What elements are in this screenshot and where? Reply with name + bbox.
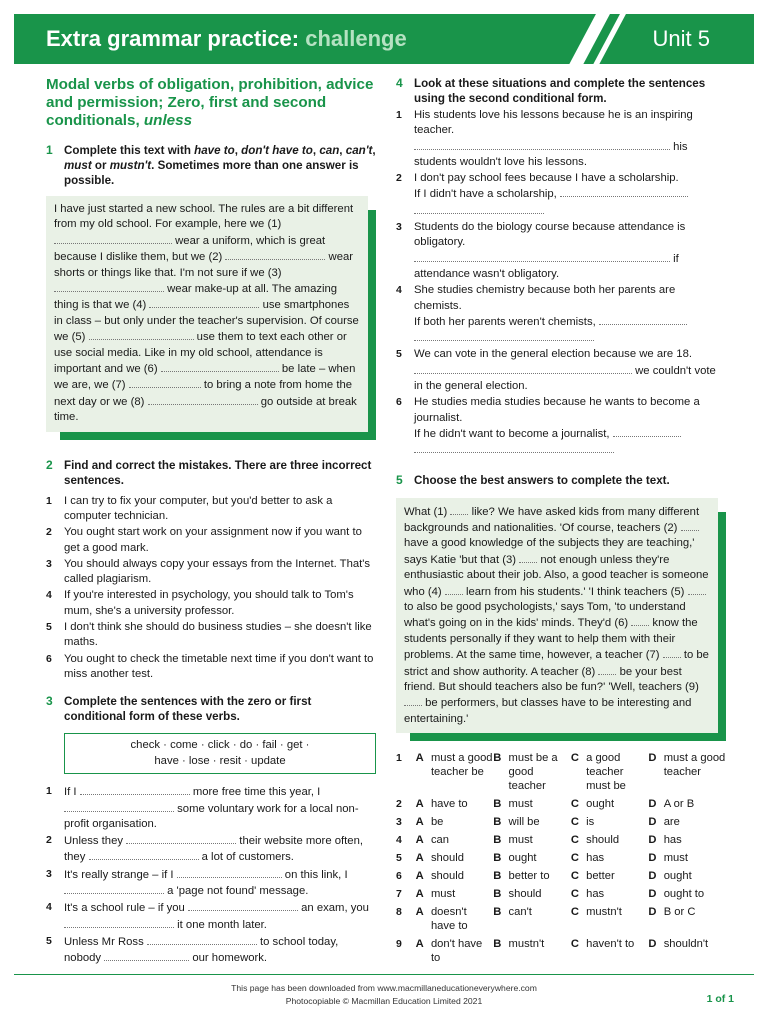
answer-option-letter: A: [415, 834, 424, 847]
gap-input-5[interactable]: [688, 584, 706, 595]
section-title-text: Modal verbs of obligation, prohibition, advice and permission; Zero, first and second conditionals,: [46, 76, 374, 129]
ex5-text-part: like? We have asked kids from many different backgrounds and nationalities. 'Of course, teachers (2): [404, 505, 700, 534]
answer-option-letter: C: [570, 752, 579, 765]
exercise-3-number: 3: [46, 694, 53, 709]
answer-option-c[interactable]: should: [586, 834, 620, 847]
answer-option-b[interactable]: must: [508, 834, 533, 847]
gap-input-5[interactable]: [89, 329, 194, 340]
answer-option-b[interactable]: ought: [508, 852, 537, 865]
answer-question-number: 4: [396, 834, 402, 847]
list-item: [46, 652, 376, 683]
item-text: You ought to check the timetable next time if you don't want to miss another test.: [64, 652, 374, 680]
ex5-text-part: to be strict and show authority. A teacher (8): [404, 649, 709, 678]
answer-option-a[interactable]: doesn't have to: [430, 906, 468, 933]
item-text: I don't pay school fees because I have a scholarship.: [414, 172, 679, 185]
gap-input[interactable]: [414, 251, 670, 262]
gap-input-3[interactable]: [54, 281, 164, 292]
word-box: [64, 733, 376, 774]
list-item: [46, 833, 376, 866]
gap-input-2[interactable]: [681, 520, 699, 531]
answer-option-letter: C: [570, 798, 579, 811]
answer-option-letter: B: [493, 870, 502, 883]
item-number: 4: [46, 901, 52, 914]
footer-download-note: This page has been downloaded from www.macmillaneducationeverywhere.com: [231, 983, 537, 993]
item-text: their website more often, they: [64, 835, 364, 864]
answer-row: [396, 797, 726, 815]
gap-input-8[interactable]: [598, 664, 616, 675]
page-header: [14, 14, 754, 64]
answer-option-letter: B: [493, 834, 502, 847]
ex1-instr-part: . Sometimes more than one answer is possible.: [64, 159, 359, 187]
ex1-text-part: wear shorts or things like that. I'm not sure if we (3): [54, 251, 354, 279]
list-item: [396, 108, 726, 170]
exercise-1-number: 1: [46, 143, 53, 157]
footer-divider: [14, 974, 754, 975]
ex1-instr-part: ,: [339, 144, 346, 157]
exercise-4-list: [396, 108, 726, 459]
item-text: if attendance wasn't obligatory.: [414, 252, 679, 280]
answer-option-letter: D: [648, 834, 657, 847]
gap-input-1[interactable]: [450, 504, 468, 515]
answer-option-d[interactable]: ought to: [663, 888, 705, 901]
left-column: [46, 76, 376, 968]
gap-input-4[interactable]: [445, 584, 463, 595]
answer-option-letter: C: [570, 938, 579, 951]
list-item: [46, 588, 376, 619]
answer-option-a[interactable]: should: [430, 870, 464, 883]
answer-row: [396, 851, 726, 869]
item-text: He studies media studies because he wants to become a journalist.: [414, 396, 700, 424]
gap-input[interactable]: [104, 950, 189, 961]
ex1-word: can't: [345, 144, 373, 157]
list-item: [396, 283, 726, 346]
item-text: His students love his lessons because he is an inspiring teacher.: [414, 109, 693, 137]
answer-row: [396, 815, 726, 833]
answer-option-d[interactable]: shouldn't: [663, 938, 709, 951]
answer-option-c[interactable]: mustn't: [586, 906, 622, 919]
item-number: 2: [46, 526, 52, 539]
exercise-1-text: [54, 202, 360, 426]
answer-options-table: [396, 751, 726, 969]
list-item: [46, 620, 376, 651]
ex5-text-part: to also be good psychologists,' says Tom, 'to understand what's going on in the kids' minds. They'd (6): [404, 600, 686, 630]
exercise-5-text-box: [396, 498, 718, 734]
answer-option-d[interactable]: ought: [663, 870, 692, 883]
ex1-word: have to: [194, 144, 235, 157]
ex1-text-part: wear make-up at all. The amazing thing is that we (4): [54, 283, 338, 312]
exercise-5-instruction: [396, 473, 726, 488]
answer-option-c[interactable]: ought: [586, 798, 615, 811]
gap-input[interactable]: [64, 883, 164, 894]
answer-option-letter: A: [415, 798, 424, 811]
answer-option-letter: A: [415, 906, 424, 919]
exercise-3-instruction: [46, 694, 376, 724]
answer-option-c[interactable]: has: [586, 888, 605, 901]
answer-option-letter: B: [493, 906, 502, 919]
ex1-instr-part: ,: [372, 144, 376, 157]
ex1-text-part: use smartphones in class – but only under the teacher's supervision. Of course we (5): [54, 299, 359, 344]
gap-input-9[interactable]: [404, 695, 422, 706]
answer-option-a[interactable]: should: [430, 852, 464, 865]
ex5-text-part: be your best friend. But should teachers also be fun?' 'Well, teachers (9): [404, 665, 699, 693]
gap-input[interactable]: [414, 442, 614, 453]
item-text: I can try to fix your computer, but you'd better to ask a computer technician.: [64, 494, 333, 522]
ex3-instr-text: Complete the sentences with the zero or first conditional form of these verbs.: [64, 695, 312, 724]
item-text: Unless Mr Ross: [64, 935, 147, 948]
exercise-1-text-box: [46, 196, 368, 432]
answer-option-letter: C: [570, 834, 579, 847]
item-number: 5: [46, 934, 52, 947]
list-item: [46, 900, 376, 933]
ex5-text-part: know the students personally if they want to help them with their problems. At the same time, however, a teacher (7): [404, 617, 698, 662]
page-number: 1 of 1: [706, 993, 734, 1005]
answer-question-number: 6: [396, 870, 402, 883]
gap-input[interactable]: [89, 849, 199, 860]
list-item: [396, 220, 726, 282]
list-item: [396, 347, 726, 394]
item-text: If I: [64, 786, 80, 799]
answer-option-letter: B: [493, 888, 502, 901]
item-text: If he didn't want to become a journalist,: [414, 427, 613, 440]
list-item: [46, 557, 376, 588]
answer-option-d[interactable]: are: [663, 816, 680, 829]
item-text: Unless they: [64, 835, 127, 848]
gap-input[interactable]: [414, 203, 544, 214]
gap-input-8[interactable]: [148, 394, 258, 405]
item-text: It's a school rule – if you: [64, 902, 188, 915]
answer-option-letter: B: [493, 938, 502, 951]
item-text: some voluntary work for a local non-profit organisation.: [64, 802, 359, 830]
gap-input[interactable]: [177, 867, 282, 878]
gap-input[interactable]: [414, 139, 670, 150]
answer-option-letter: D: [648, 798, 657, 811]
answer-option-c[interactable]: better: [586, 870, 615, 883]
gap-input[interactable]: [147, 934, 257, 945]
answer-option-c[interactable]: a good teacher must be: [586, 752, 626, 793]
gap-input-6[interactable]: [161, 361, 279, 372]
gap-input-7[interactable]: [663, 647, 681, 658]
ex5-text-part: learn from his students.' 'I think teachers (5): [462, 585, 688, 598]
item-text: You ought start work on your assignment now if you want to get a good mark.: [64, 526, 362, 554]
answer-option-b[interactable]: will be: [508, 816, 540, 829]
gap-input[interactable]: [613, 426, 681, 437]
item-text: We can vote in the general election because we are 18.: [414, 348, 692, 361]
answer-option-letter: D: [648, 816, 657, 829]
item-text: we couldn't vote in the general election.: [414, 364, 716, 393]
footer-copyright: Photocopiable © Macmillan Education Limited 2021: [285, 996, 483, 1006]
ex1-instr-part: Complete this text with: [64, 144, 195, 157]
item-text: an exam, you: [297, 902, 369, 915]
list-item: [396, 171, 726, 219]
list-item: [396, 395, 726, 458]
exercise-3-list: [46, 784, 376, 966]
answer-option-b[interactable]: can't: [508, 906, 532, 919]
answer-option-letter: D: [648, 906, 657, 919]
item-number: 4: [46, 589, 52, 602]
exercise-2-instruction: [46, 458, 376, 488]
answer-option-a[interactable]: must: [430, 888, 456, 901]
gap-input[interactable]: [188, 900, 298, 911]
item-text: on this link, I: [281, 868, 348, 881]
item-text: If you're interested in psychology, you should talk to Tom's mum, she's a university professor.: [64, 589, 354, 617]
exercise-4-instruction: [396, 76, 726, 106]
answer-option-letter: D: [648, 938, 657, 951]
ex1-instr-part: or: [91, 159, 110, 172]
gap-input[interactable]: [414, 363, 632, 374]
item-text: a 'page not found' message.: [164, 885, 309, 898]
header-title-accent: challenge: [305, 26, 407, 51]
ex5-text-part: What (1): [404, 505, 451, 518]
answer-options-body: [396, 751, 726, 969]
item-number: 3: [46, 867, 52, 880]
exercise-2-number: 2: [46, 457, 53, 472]
answer-option-letter: B: [493, 852, 502, 865]
gap-input[interactable]: [64, 917, 174, 928]
word-box-line: have · lose · resit · update: [154, 754, 286, 767]
gap-input-3[interactable]: [519, 552, 537, 563]
exercise-5-number: 5: [396, 472, 403, 487]
exercise-5-text: [404, 504, 710, 728]
ex2-instr-text: Find and correct the mistakes. There are three incorrect sentences.: [64, 458, 372, 487]
ex1-word: mustn't: [109, 159, 152, 172]
gap-input-6[interactable]: [631, 615, 649, 626]
word-box-line: check · come · click · do · fail · get ·: [130, 739, 310, 752]
item-text: our homework.: [189, 952, 268, 965]
answer-option-letter: C: [570, 852, 579, 865]
ex1-word: can: [319, 144, 340, 157]
gap-input[interactable]: [599, 314, 687, 325]
answer-question-number: 1: [396, 752, 402, 765]
exercise-4-number: 4: [396, 76, 403, 90]
list-item: [46, 784, 376, 832]
item-number: 3: [46, 557, 52, 570]
ex5-text-part: be performers, but classes have to be interesting and entertaining.': [404, 697, 692, 725]
ex1-text-part: to bring a note from home the next day or we (8): [54, 379, 353, 408]
answer-option-b[interactable]: better to: [508, 870, 550, 883]
answer-option-a[interactable]: don't have to: [430, 938, 483, 965]
ex5-instr-text: Choose the best answers to complete the text.: [414, 473, 670, 487]
answer-option-letter: C: [570, 888, 579, 901]
answer-option-a[interactable]: must a good teacher be: [430, 752, 493, 779]
item-number: 6: [46, 652, 52, 665]
header-unit-label: Unit 5: [652, 26, 710, 51]
item-text: If both her parents weren't chemists,: [414, 315, 599, 328]
item-text: his students wouldn't love his lessons.: [414, 140, 688, 168]
answer-option-letter: A: [415, 888, 424, 901]
list-item: [46, 867, 376, 900]
section-title: [46, 76, 376, 130]
ex5-text-part: have a good knowledge of the subjects they are teaching,' says Katie 'but that (3): [404, 537, 695, 566]
answer-option-d[interactable]: must a good teacher: [663, 752, 726, 779]
answer-option-a[interactable]: be: [430, 816, 444, 829]
answer-option-letter: C: [570, 816, 579, 829]
gap-input[interactable]: [414, 330, 594, 341]
ex4-instr-text: Look at these situations and complete the sentences using the second conditional form.: [414, 77, 706, 105]
answer-option-letter: D: [648, 870, 657, 883]
gap-input[interactable]: [126, 833, 236, 844]
answer-option-d[interactable]: has: [663, 834, 682, 847]
answer-row: [396, 937, 726, 969]
item-number: 4: [396, 284, 402, 297]
ex1-word: don't have to: [241, 144, 313, 157]
answer-option-letter: A: [415, 816, 424, 829]
answer-option-b[interactable]: mustn't: [508, 938, 545, 951]
list-item: [46, 525, 376, 556]
right-column: [396, 76, 726, 969]
section-title-italic: unless: [143, 112, 193, 129]
item-text: to school today, nobody: [64, 935, 339, 965]
answer-question-number: 5: [396, 852, 402, 865]
answer-option-b[interactable]: must: [508, 798, 533, 811]
ex1-text-part: (1): [267, 218, 282, 231]
answer-option-d[interactable]: must: [663, 852, 688, 865]
list-item: [46, 934, 376, 967]
ex1-instr-part: ,: [234, 144, 242, 157]
header-title: [46, 25, 407, 53]
ex1-text-part: wear a uniform, which is great because I dislike them, but we (2): [54, 234, 326, 264]
item-text: it one month later.: [174, 918, 267, 931]
item-number: 3: [396, 221, 402, 234]
item-number: 1: [46, 494, 52, 507]
exercise-2-list: [46, 494, 376, 683]
answer-option-letter: C: [570, 870, 579, 883]
item-text: a lot of customers.: [198, 851, 294, 864]
item-text: I don't think she should do business studies – she doesn't like maths.: [64, 621, 372, 649]
gap-input-2[interactable]: [225, 249, 325, 260]
answer-option-letter: B: [493, 816, 502, 829]
answer-row: [396, 887, 726, 905]
answer-question-number: 2: [396, 798, 402, 811]
answer-question-number: 8: [396, 906, 402, 919]
answer-option-letter: A: [415, 752, 424, 765]
answer-row: [396, 751, 726, 797]
item-number: 1: [46, 785, 52, 798]
gap-input[interactable]: [64, 801, 174, 812]
ex1-instr-part: ,: [312, 144, 320, 157]
answer-option-d[interactable]: A or B: [663, 798, 695, 811]
answer-option-a[interactable]: have to: [430, 798, 468, 811]
answer-option-b[interactable]: must be a good teacher: [508, 752, 558, 793]
gap-input[interactable]: [560, 186, 688, 197]
answer-option-c[interactable]: has: [586, 852, 605, 865]
answer-option-letter: D: [648, 752, 657, 765]
item-text: Students do the biology course because attendance is obligatory.: [414, 221, 686, 249]
gap-input-1[interactable]: [54, 233, 172, 244]
page-footer: [0, 982, 768, 1008]
answer-option-letter: D: [648, 852, 657, 865]
answer-row: [396, 833, 726, 851]
answer-option-letter: B: [493, 798, 502, 811]
answer-option-a[interactable]: can: [430, 834, 449, 847]
answer-option-letter: A: [415, 938, 424, 951]
answer-row: [396, 869, 726, 887]
answer-option-c[interactable]: is: [586, 816, 595, 829]
list-item: [46, 494, 376, 525]
ex1-text-part: be late – when we are, we (7): [54, 363, 356, 392]
answer-question-number: 9: [396, 938, 402, 951]
item-number: 5: [46, 621, 52, 634]
ex1-text-part: go outside at break time.: [54, 395, 357, 424]
answer-option-letter: C: [570, 906, 579, 919]
answer-option-letter: D: [648, 888, 657, 901]
item-number: 2: [46, 834, 52, 847]
ex1-text-part: I have just started a new school. The rules are a bit different from my old school. For example, here we: [54, 203, 354, 231]
answer-row: [396, 905, 726, 937]
item-number: 1: [396, 109, 402, 121]
ex5-text-part: not enough unless they're enthusiastic about their job. Also, a good teacher is someone who (4): [404, 553, 709, 598]
answer-option-b[interactable]: should: [508, 888, 542, 901]
answer-option-letter: B: [493, 752, 502, 765]
item-text: She studies chemistry because both her parents are chemists.: [414, 284, 676, 312]
item-text: You should always copy your essays from the Internet. That's called plagiarism.: [64, 557, 371, 586]
answer-option-d[interactable]: B or C: [663, 906, 696, 919]
item-number: 2: [396, 172, 402, 185]
exercise-1-instruction: [46, 143, 376, 188]
answer-option-c[interactable]: haven't to: [586, 938, 635, 951]
answer-option-letter: A: [415, 870, 424, 883]
gap-input[interactable]: [80, 784, 190, 795]
gap-input-4[interactable]: [149, 297, 259, 308]
answer-question-number: 3: [396, 816, 402, 829]
gap-input-7[interactable]: [129, 377, 201, 388]
item-number: 6: [396, 396, 402, 409]
item-text: It's really strange – if I: [64, 868, 177, 881]
header-title-text: Extra grammar practice:: [46, 26, 300, 51]
answer-option-letter: A: [415, 852, 424, 865]
answer-question-number: 7: [396, 888, 402, 901]
ex1-word: must: [64, 159, 92, 172]
item-text: more free time this year, I: [189, 786, 321, 799]
ex1-text-part: use them to text each other or use social media. Like in my old school, attendance is important and we (6): [54, 331, 347, 376]
item-text: If I didn't have a scholarship,: [414, 188, 560, 201]
item-number: 5: [396, 348, 402, 361]
